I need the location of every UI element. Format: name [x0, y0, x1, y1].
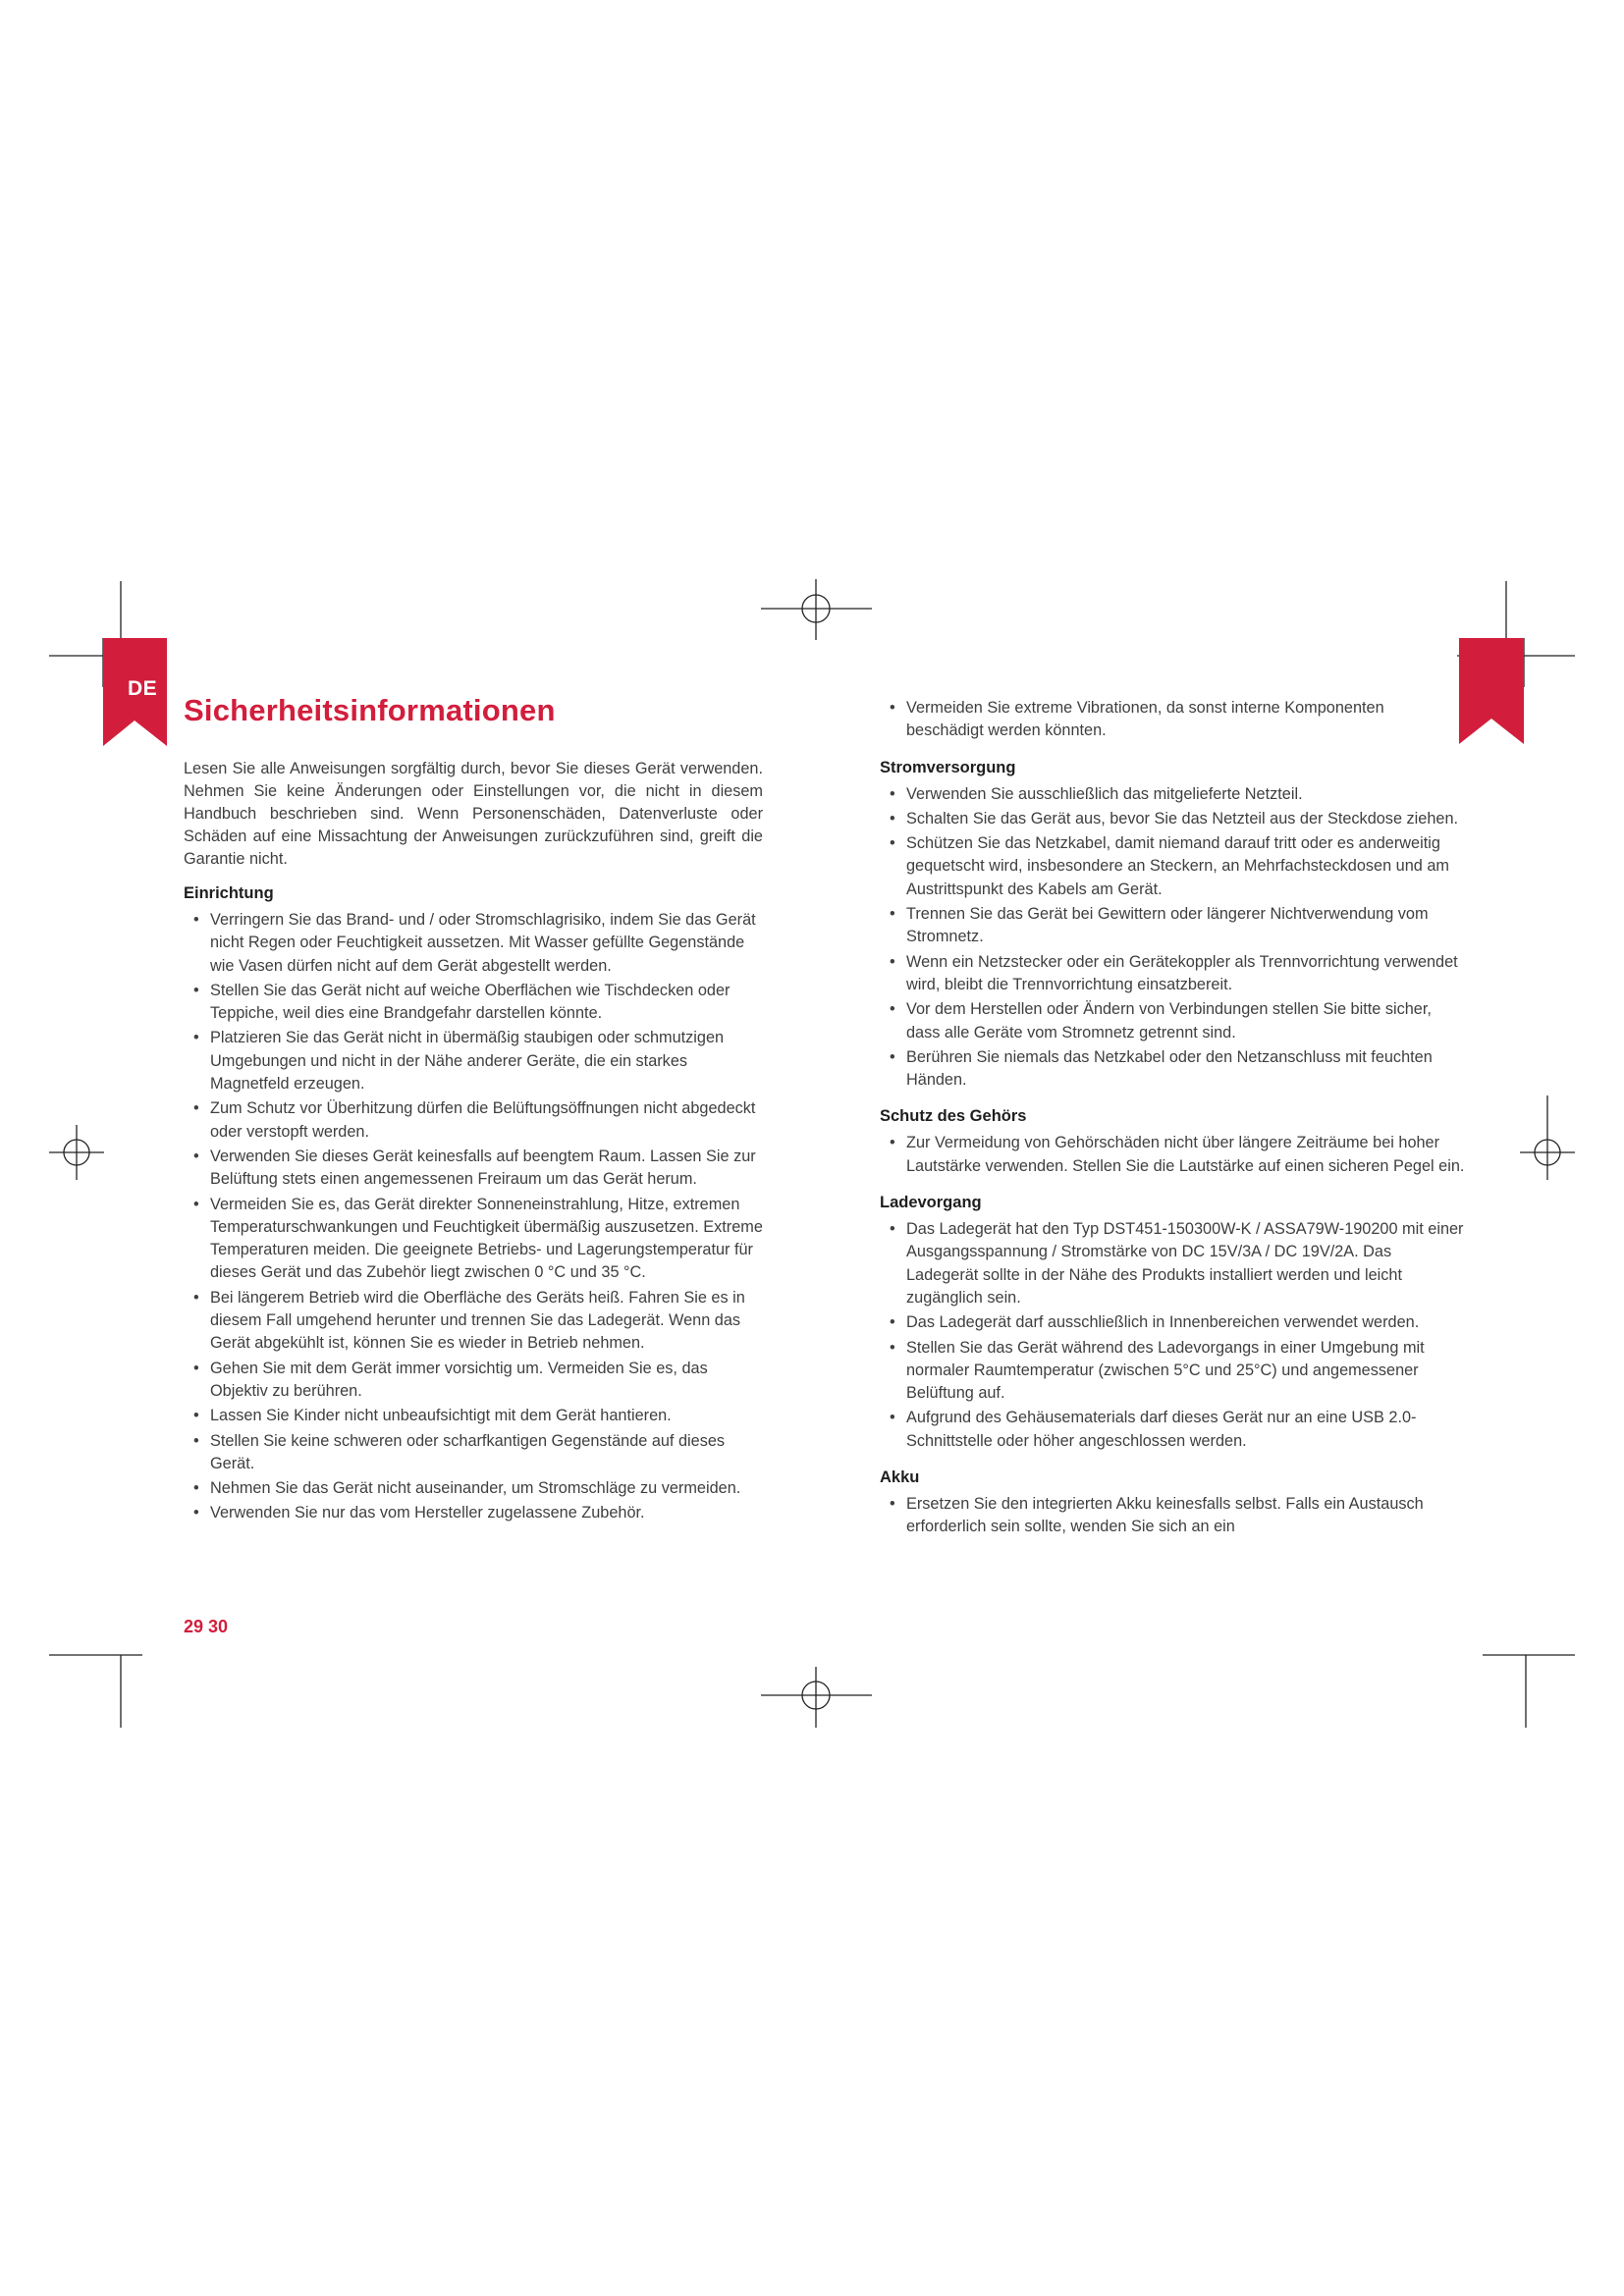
list-item: • Platzieren Sie das Gerät nicht in übermäßig staubigen oder schmutzigen Umgebungen und nicht in der Nähe anderer Geräte, die ein starkes Magnetfeld erzeugen.: [184, 1027, 763, 1095]
list-item: • Schützen Sie das Netzkabel, damit niemand darauf tritt oder es anderweitig gequetscht wird, insbesondere an Steckern, an Mehrfachsteckdosen und am Austrittspunkt des Kabels am Gerät.: [880, 832, 1465, 901]
page-title: Sicherheitsinformationen: [184, 693, 556, 727]
list-item: • Verwenden Sie nur das vom Hersteller zugelassene Zubehör.: [184, 1502, 763, 1524]
section-title-gehoer: Schutz des Gehörs: [880, 1107, 1027, 1126]
list-item: • Aufgrund des Gehäusematerials darf dieses Gerät nur an eine USB 2.0-Schnittstelle oder höher angeschlossen werden.: [880, 1407, 1465, 1453]
list-item: • Schalten Sie das Gerät aus, bevor Sie das Netzteil aus der Steckdose ziehen.: [880, 808, 1465, 830]
list-item: • Zur Vermeidung von Gehörschäden nicht über längere Zeiträume bei hoher Lautstärke verwenden. Stellen Sie die Lautstärke auf einen sicheren Pegel ein.: [880, 1132, 1465, 1178]
list-item: • Verwenden Sie dieses Gerät keinesfalls auf beengtem Raum. Lassen Sie zur Belüftung stets einen angemessenen Freiraum um das Gerät herum.: [184, 1146, 763, 1192]
list-item: • Vor dem Herstellen oder Ändern von Verbindungen stellen Sie bitte sicher, dass alle Geräte vom Stromnetz getrennt sind.: [880, 998, 1465, 1044]
einrichtung-list: [184, 909, 763, 1525]
language-label: DE: [128, 677, 158, 700]
list-item: • Vermeiden Sie extreme Vibrationen, da sonst interne Komponenten beschädigt werden könnten.: [880, 697, 1465, 743]
list-item: • Trennen Sie das Gerät bei Gewittern oder längerer Nichtverwendung vom Stromnetz.: [880, 903, 1465, 949]
list-item: • Nehmen Sie das Gerät nicht auseinander, um Stromschläge zu vermeiden.: [184, 1477, 763, 1500]
section-title-einrichtung: Einrichtung: [184, 884, 274, 902]
intro-paragraph: Lesen Sie alle Anweisungen sorgfältig durch, bevor Sie dieses Gerät verwenden. Nehmen Sie keine Änderungen oder Einstellungen vor, die nicht in diesem Handbuch beschrieben sind. Wenn Personenschäden, Datenverluste oder Schäden auf eine Missachtung der Anweisungen zurückzuführen sind, greift die Garantie nicht.: [184, 760, 763, 868]
section-title-stromversorgung: Stromversorgung: [880, 758, 1016, 776]
list-item: • Gehen Sie mit dem Gerät immer vorsichtig um. Vermeiden Sie es, das Objektiv zu berühren.: [184, 1358, 763, 1404]
list-item: • Vermeiden Sie es, das Gerät direkter Sonneneinstrahlung, Hitze, extremen Temperaturschwankungen und Feuchtigkeit übermäßig auszusetzen. Extreme Temperaturen meiden. Die geeignete Betriebs- und Lagerungstemperatur für dieses Gerät und das Zubehör liegt zwischen 0 °C und 35 °C.: [184, 1194, 763, 1285]
list-item: • Ersetzen Sie den integrierten Akku keinesfalls selbst. Falls ein Austausch erforderlich sein sollte, wenden Sie sich an ein: [880, 1493, 1465, 1539]
right-column: [880, 697, 1465, 1553]
list-item: • Stellen Sie das Gerät nicht auf weiche Oberflächen wie Tischdecken oder Teppiche, weil dies eine Brandgefahr darstellen könnte.: [184, 980, 763, 1026]
akku-list: [880, 1493, 1465, 1539]
list-item: • Zum Schutz vor Überhitzung dürfen die Belüftungsöffnungen nicht abgedeckt oder verstopft werden.: [184, 1097, 763, 1144]
left-column: [184, 758, 763, 1539]
gehoer-list: [880, 1132, 1465, 1178]
list-item: • Das Ladegerät hat den Typ DST451-150300W-K / ASSA79W-190200 mit einer Ausgangsspannung / Stromstärke von DC 15V/3A / DC 19V/2A. Das Ladegerät sollte in der Nähe des Produkts installiert werden und leicht zugänglich sein.: [880, 1218, 1465, 1309]
list-item: • Verwenden Sie ausschließlich das mitgelieferte Netzteil.: [880, 783, 1465, 806]
vibration-list: [880, 697, 1465, 743]
section-title-akku: Akku: [880, 1468, 920, 1487]
list-item: • Lassen Sie Kinder nicht unbeaufsichtigt mit dem Gerät hantieren.: [184, 1405, 763, 1427]
ladevorgang-list: [880, 1218, 1465, 1453]
list-item: • Wenn ein Netzstecker oder ein Gerätekoppler als Trennvorrichtung verwendet wird, bleibt die Trennvorrichtung einsatzbereit.: [880, 951, 1465, 997]
list-item: • Das Ladegerät darf ausschließlich in Innenbereichen verwendet werden.: [880, 1311, 1465, 1334]
page-numbers: 29 30: [184, 1617, 229, 1636]
list-item: • Stellen Sie das Gerät während des Ladevorgangs in einer Umgebung mit normaler Raumtemperatur (zwischen 5°C und 25°C) und angemessener Belüftung auf.: [880, 1337, 1465, 1406]
section-title-ladevorgang: Ladevorgang: [880, 1194, 982, 1212]
stromversorgung-list: [880, 783, 1465, 1093]
list-item: • Stellen Sie keine schweren oder scharfkantigen Gegenstände auf dieses Gerät.: [184, 1430, 763, 1476]
list-item: • Verringern Sie das Brand- und / oder Stromschlagrisiko, indem Sie das Gerät nicht Regen oder Feuchtigkeit aussetzen. Mit Wasser gefüllte Gegenstände wie Vasen dürfen nicht auf dem Gerät abgestellt werden.: [184, 909, 763, 978]
list-item: • Bei längerem Betrieb wird die Oberfläche des Geräts heiß. Fahren Sie es in diesem Fall umgehend herunter und trennen Sie das Ladegerät. Wenn das Gerät abgekühlt ist, können Sie es wieder in Betrieb nehmen.: [184, 1287, 763, 1356]
right-bookmark: [1459, 638, 1524, 744]
list-item: • Berühren Sie niemals das Netzkabel oder den Netzanschluss mit feuchten Händen.: [880, 1046, 1465, 1093]
